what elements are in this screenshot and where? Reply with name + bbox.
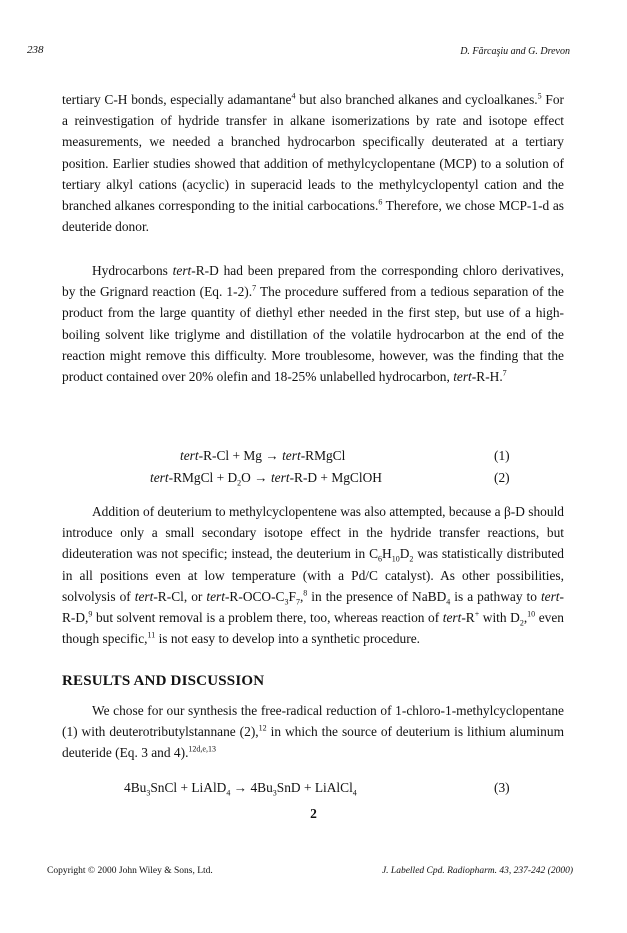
section-heading: RESULTS AND DISCUSSION — [62, 673, 265, 689]
running-head: D. Fărcaşiu and G. Drevon — [460, 46, 570, 57]
equation-number: (2) — [494, 470, 510, 485]
paragraph-grignard: Hydrocarbons tert-R-D had been prepared from the corresponding chloro derivatives, by the Grignard reaction (Eq. 1-2).$^7$ The procedure suffered from a tedious separation of the product from the large quantity of diethyl ether needed in the first step, but use of a high-boiling solvent like triglyme and distillation of the volatile hydrocarbon at the end of the reaction might remove this difficulty. More troublesome, however, was the finding that the product contained over 20% olefin and 18-25% unlabelled hydrocarbon, tert-R-H.$^7$ — [62, 263, 564, 385]
paragraph-results: We chose for our synthesis the free-radical reduction of 1-chloro-1-methylcyclopentane (1) with deuterotributylstannane (2),$^{12}$ in which the source of deuterium is lithium aluminum deuteride (Eq. 3 and 4).$^{12d,e,13}$ — [62, 703, 564, 761]
paragraph-intro: tertiary C-H bonds, especially adamantane$^4$ but also branched alkanes and cycloalkanes.$^5$ For a reinvestigation of hydride transfer in alkane isomerizations by rate and isotope effect measurements, we needed a branched hydrocarbon specifically deuterated at a tertiary position. Earlier studies showed that addition of methylcyclopentane (MCP) to a solution of tertiary alkyl cations (acyclic) in superacid leads to the methylcyclopentyl cation and the branched alkanes corresponding to the initial carbocations.$^6$ Therefore, we chose MCP-1-d as deuteride donor. — [62, 91, 565, 235]
equation-number: (3) — [494, 780, 510, 795]
page-number: 238 — [27, 44, 44, 56]
journal-citation: J. Labelled Cpd. Radiopharm. 43, 237-242 (2000) — [381, 866, 573, 876]
centered-number: 2 — [310, 806, 317, 821]
equation-number: (1) — [494, 448, 510, 463]
paragraph-deuterium: Addition of deuterium to methylcyclopentene was also attempted, because a β-D should introduce only a small secondary isotope effect in the hydride transfer reactions, but dideuteration was not specific; instead, the deuterium in $C_6H_{10}D_2$ was statistically distributed in all positions even at low temperature (with a Pd/C catalyst). As other possibilities, solvolysis of tert-R-Cl, or tert-$R-OCO-C_3F_7,^8$ in the presence of NaBD$_4$ is a pathway to tert-R-D,$^9$ but solvent removal is a problem there, too, whereas reaction of tert-R+ with $D_2,^{10}$ even though specific,$^{11}$ is not easy to develop into a synthetic procedure. — [62, 504, 565, 647]
copyright-notice: Copyright © 2000 John Wiley & Sons, Ltd. — [47, 866, 213, 876]
